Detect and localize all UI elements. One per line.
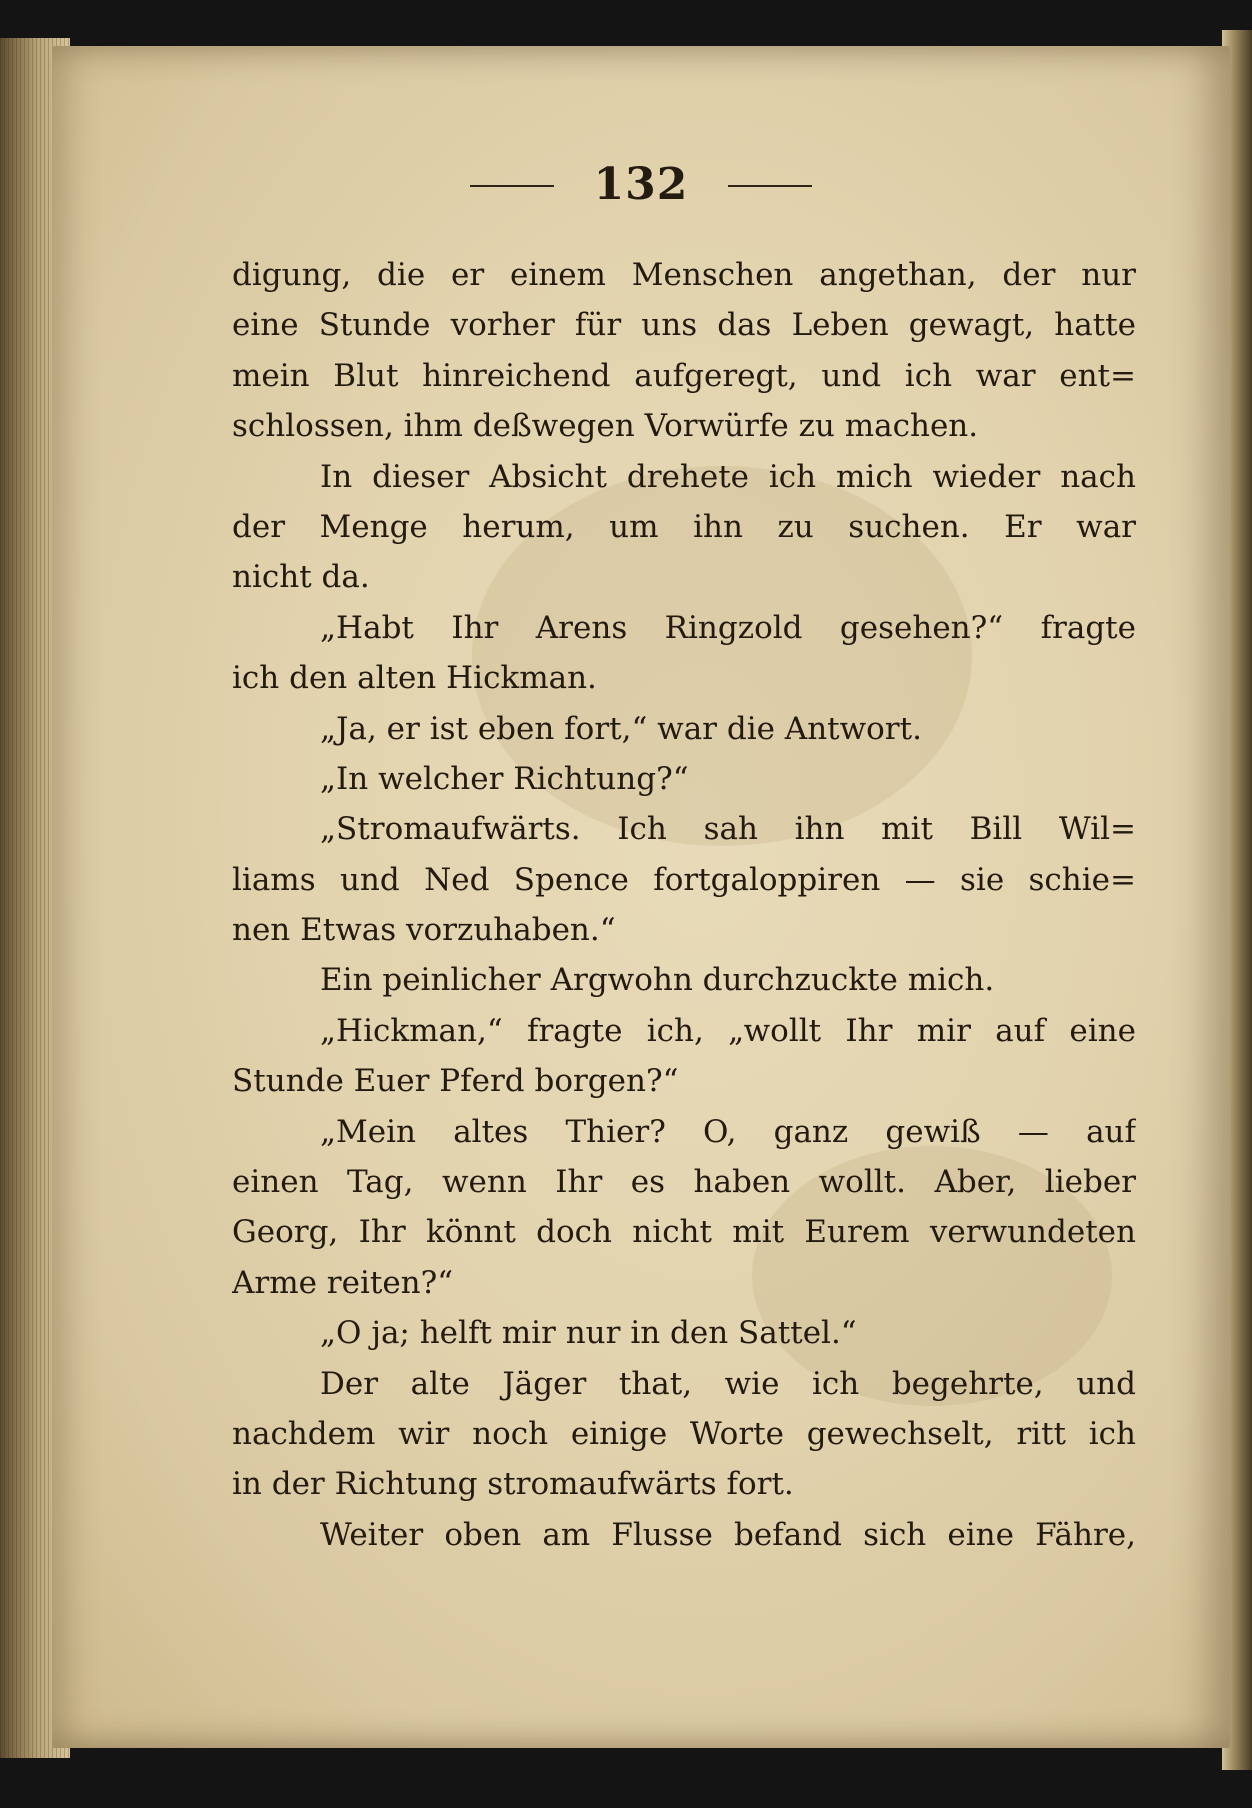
text-line: nen Etwas vorzuhaben.“ [232,912,616,949]
page-number: 132 [593,158,689,210]
text-line: „Ja, er ist eben fort,“ war die Antwort. [320,710,922,747]
text-line: der Menge herum, um ihn zu suchen. Er war [232,508,1136,545]
page-header [52,154,1230,214]
text-line: eine Stunde vorher für uns das Leben gewagt, hatte [232,307,1136,344]
text-line: Stunde Euer Pferd borgen?“ [232,1063,679,1100]
text-line: einen Tag, wenn Ihr es haben wollt. Aber, lieber [232,1164,1136,1201]
text-line: „Habt Ihr Arens Ringzold gesehen?“ fragte [320,609,1136,646]
text-line: Arme reiten?“ [232,1264,454,1301]
body-text [232,250,1136,1560]
text-line: In dieser Absicht drehete ich mich wieder nach [320,458,1136,495]
text-line: Ein peinlicher Argwohn durchzuckte mich. [320,962,995,999]
text-line: schlossen, ihm deßwegen Vorwürfe zu machen. [232,408,979,445]
text-line: „Mein altes Thier? O, ganz gewiß — auf [320,1113,1136,1150]
text-line: „Hickman,“ fragte ich, „wollt Ihr mir auf eine [320,1012,1136,1049]
text-line: „In welcher Richtung?“ [320,760,689,797]
text-line: Der alte Jäger that, wie ich begehrte, und [320,1365,1136,1402]
header-rule-right [728,185,812,187]
text-line: ich den alten Hickman. [232,660,597,697]
text-line: digung, die er einem Menschen angethan, der nur [232,257,1136,293]
text-line: Georg, Ihr könnt doch nicht mit Eurem verwundeten [232,1214,1136,1251]
text-line: „O ja; helft mir nur in den Sattel.“ [320,1315,857,1352]
text-line: nicht da. [232,559,370,596]
text-line: mein Blut hinreichend aufgeregt, und ich war ent= [232,357,1136,394]
text-line: „Stromaufwärts. Ich sah ihn mit Bill Wil= [320,811,1136,848]
text-line: Weiter oben am Flusse befand sich eine Fähre, [320,1516,1136,1553]
text-line: in der Richtung stromaufwärts fort. [232,1466,794,1503]
header-rule-left [470,185,554,187]
text-line: liams und Ned Spence fortgaloppiren — sie schie= [232,861,1136,898]
text-line: nachdem wir noch einige Worte gewechselt, ritt ich [232,1415,1136,1452]
